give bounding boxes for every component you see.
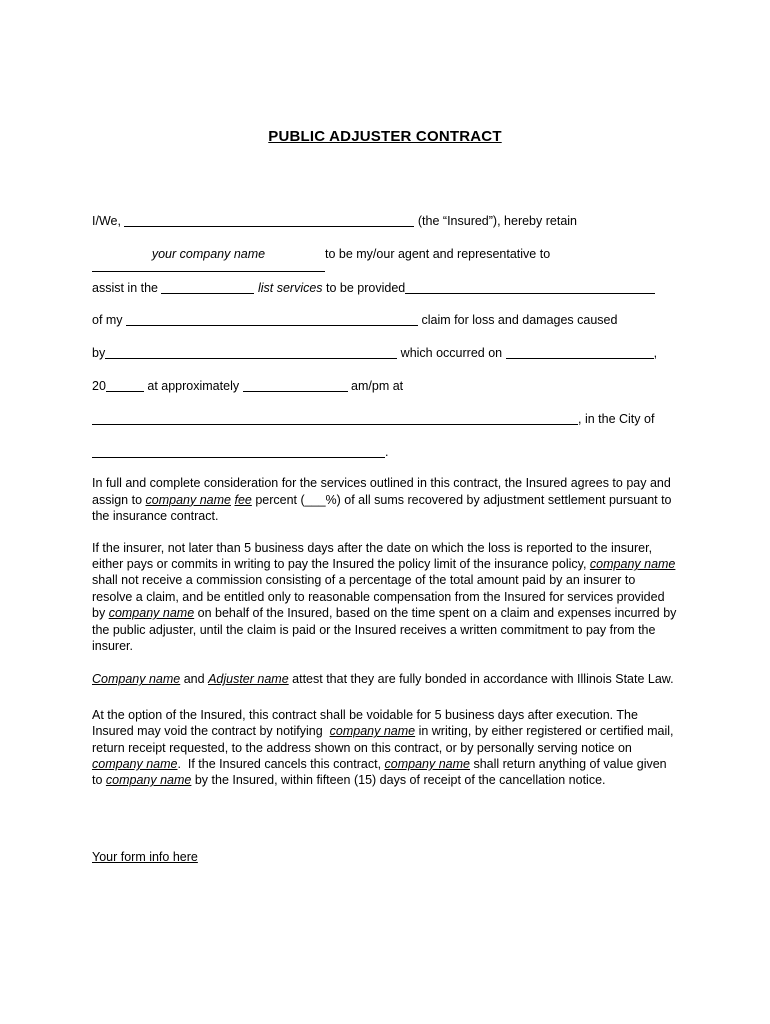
services-placeholder: list services bbox=[254, 280, 323, 295]
paragraph-text: shall not receive a commission consisting of a percentage of the total amount paid by an insurer to resolve a claim, and be entitled only to reasonable compensation from the Insured for services provided by bbox=[92, 573, 665, 621]
cause-blank[interactable] bbox=[105, 354, 397, 359]
occurrence-date-blank[interactable] bbox=[506, 354, 654, 359]
paragraph-text: and bbox=[180, 672, 209, 687]
line-services-mid: to be provided bbox=[322, 280, 406, 295]
insured-name-blank[interactable] bbox=[124, 222, 414, 227]
year-blank[interactable] bbox=[106, 387, 144, 392]
company-name-placeholder: company name bbox=[92, 757, 178, 772]
page-title: PUBLIC ADJUSTER CONTRACT bbox=[268, 128, 502, 145]
line-claim bbox=[92, 304, 678, 337]
form-info-link[interactable]: Your form info here bbox=[92, 849, 198, 864]
footer-row bbox=[92, 849, 678, 865]
fee-placeholder: fee bbox=[234, 492, 252, 507]
paragraph-text: in writing, by either registered or certified mail, return receipt requested, to the address shown on this contract, or by personally serving notice on bbox=[92, 724, 674, 755]
paragraph-text: At the option of the Insured, this contract shall be voidable for 5 business days after execution. The Insured may void the contract by notifying bbox=[92, 707, 638, 739]
paragraph-text: In full and complete consideration for the services outlined in this contract, the Insured agrees to pay and assign to bbox=[92, 476, 671, 507]
company-name-placeholder: company name bbox=[108, 606, 195, 621]
paragraph-text: on behalf of the Insured, based on the time spent on a claim and expenses incurred by the public adjuster, until the claim is paid or the Insured receives a written commitment to pay from the insurer. bbox=[92, 606, 677, 654]
claim-type-blank[interactable] bbox=[126, 321, 418, 326]
company-name-placeholder: company name bbox=[589, 557, 676, 571]
line-claim-post: claim for loss and damages caused bbox=[418, 313, 618, 328]
fill-in-section bbox=[92, 205, 678, 468]
line-cause-pre: by bbox=[92, 346, 106, 361]
adjuster-name-placeholder: Adjuster name bbox=[208, 672, 289, 687]
company-name-placeholder: your company name bbox=[151, 246, 266, 261]
line-cause-mid: which occurred on bbox=[397, 346, 506, 361]
line-insured bbox=[92, 205, 678, 238]
paragraph-text: by the Insured, within fifteen (15) days of receipt of the cancellation notice. bbox=[191, 773, 606, 788]
paragraph-cancellation bbox=[92, 707, 678, 789]
line-datetime-post: am/pm at bbox=[347, 378, 404, 393]
line-insured-post: (the “Insured”), hereby retain bbox=[414, 214, 577, 228]
paragraph-text: percent (___%) of all sums recovered by adjustment settlement pursuant to the insurance contract. bbox=[92, 492, 672, 524]
city-blank[interactable] bbox=[92, 453, 385, 458]
line-city-post: . bbox=[385, 444, 389, 459]
time-blank[interactable] bbox=[243, 387, 348, 392]
paragraph-bonded bbox=[92, 671, 678, 687]
line-city bbox=[92, 436, 678, 469]
paragraph-text: shall return anything of value given to bbox=[92, 757, 667, 788]
paragraph-text: . If the Insured cancels this contract, bbox=[177, 757, 385, 772]
company-name-blank[interactable] bbox=[92, 238, 325, 272]
line-address-post: , in the City of bbox=[578, 411, 655, 426]
company-name-placeholder: company name bbox=[329, 724, 416, 739]
line-datetime-mid: at approximately bbox=[143, 378, 243, 393]
services-blank-2[interactable] bbox=[405, 289, 655, 294]
services-blank-1[interactable] bbox=[161, 289, 254, 294]
line-cause bbox=[92, 337, 678, 370]
line-cause-post: , bbox=[653, 346, 658, 361]
company-name-placeholder: company name bbox=[105, 773, 192, 788]
line-services-pre: assist in the bbox=[92, 280, 162, 295]
company-name-placeholder: company name bbox=[384, 757, 470, 772]
line-services bbox=[92, 272, 678, 305]
line-claim-pre: of my bbox=[92, 313, 127, 328]
paragraph-text: attest that they are fully bonded in accordance with Illinois State Law. bbox=[288, 672, 674, 687]
paragraph-commission bbox=[92, 540, 678, 655]
line-company bbox=[92, 238, 678, 272]
line-company-post: to be my/our agent and representative to bbox=[325, 246, 551, 261]
company-name-placeholder: Company name bbox=[92, 672, 181, 687]
address-blank[interactable] bbox=[92, 420, 578, 425]
line-datetime-pre: 20 bbox=[92, 378, 106, 393]
paragraph-text: If the insurer, not later than 5 business days after the date on which the loss is reported to the insurer, either pays or commits in writing to pay the Insured the policy limit of the insurance policy, bbox=[92, 540, 653, 571]
line-insured-pre: I/We, bbox=[92, 214, 125, 228]
company-name-placeholder: company name bbox=[145, 492, 231, 507]
line-address bbox=[92, 403, 678, 436]
line-datetime bbox=[92, 370, 678, 403]
paragraph-consideration bbox=[92, 475, 678, 524]
